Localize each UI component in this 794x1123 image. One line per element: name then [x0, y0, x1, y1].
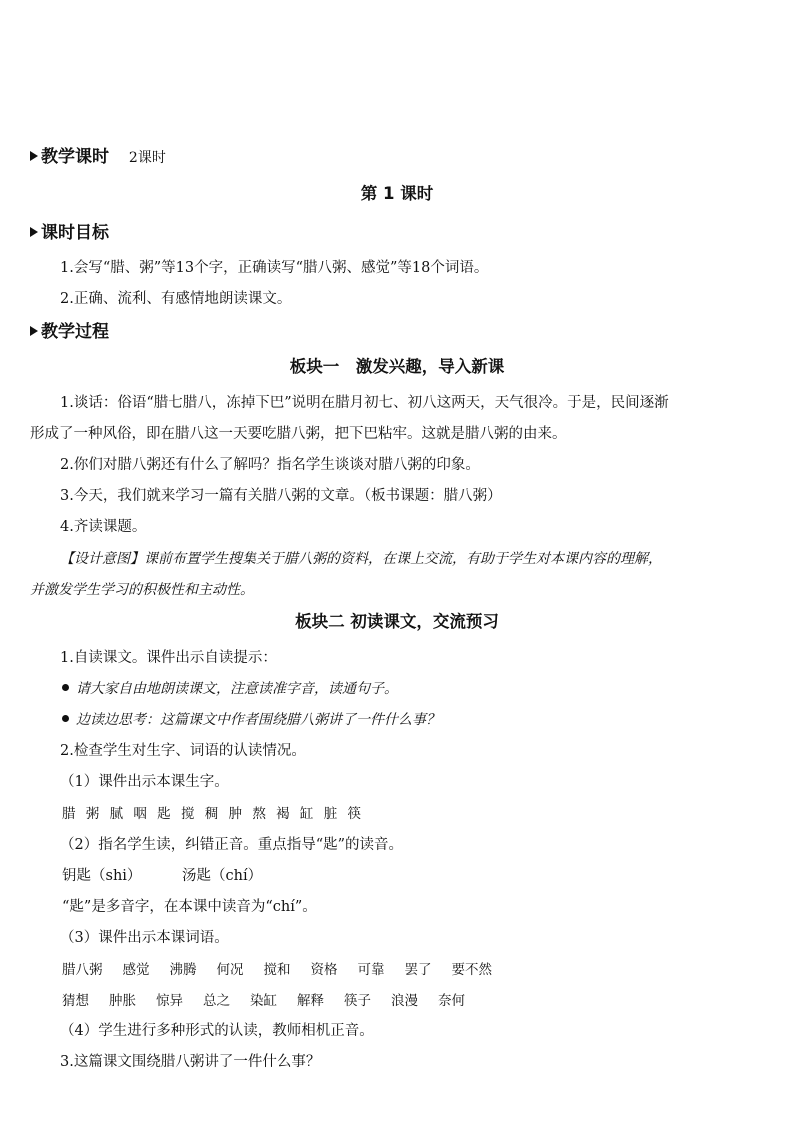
objectives-label: 课时目标 — [41, 223, 109, 243]
block1-paragraph-2: 2.你们对腊八粥还有什么了解吗？指名学生谈谈对腊八粥的印象。 — [60, 457, 480, 473]
word-item: 筷子 — [344, 993, 371, 1009]
word-item: 总之 — [203, 993, 230, 1009]
block1-paragraph-3: 3.今天，我们就来学习一篇有关腊八粥的文章。（板书课题：腊八粥） — [60, 488, 502, 504]
word-item: 可靠 — [357, 962, 385, 978]
triangle-bullet-icon — [30, 326, 38, 336]
words-row-1 — [0, 960, 794, 980]
block2-step-1: （1）课件出示本课生字。 — [60, 774, 229, 790]
pronunciation-1: 钥匙（shi） — [62, 868, 142, 884]
pronunciation-2: 汤匙（chí） — [182, 868, 263, 884]
design-intent-line-2: 并激发学生学习的积极性和主动性。 — [30, 582, 254, 598]
word-item: 染缸 — [250, 993, 277, 1009]
word-item: 罢了 — [404, 962, 432, 978]
lesson-hours-label: 教学课时 — [41, 147, 109, 167]
word-item: 浪漫 — [391, 993, 418, 1009]
triangle-bullet-icon — [30, 227, 38, 237]
word-item: 解释 — [297, 993, 324, 1009]
word-item: 肿胀 — [109, 993, 136, 1009]
block2-paragraph-3: 3.这篇课文围绕腊八粥讲了一件什么事？ — [60, 1054, 321, 1070]
block1-title: 板块一 激发兴趣，导入新课 — [289, 357, 505, 376]
new-characters: 腊 粥 腻 咽 匙 搅 稠 肿 熬 褐 缸 脏 筷 — [62, 806, 364, 822]
objectives-heading — [30, 222, 109, 244]
bullet-item-2 — [0, 710, 794, 730]
word-item: 要不然 — [451, 962, 492, 978]
block1-paragraph-1b: 形成了一种风俗，即在腊八这一天要吃腊八粥，把下巴粘牢。这就是腊八粥的由来。 — [30, 426, 567, 442]
design-intent-line-1: 【设计意图】课前布置学生搜集关于腊八粥的资料，在课上交流，有助于学生对本课内容的理解， — [60, 551, 662, 567]
bullet-text-1: 请大家自由地朗读课文，注意读准字音，读通句子。 — [76, 681, 398, 697]
block2-step-4: （4）学生进行多种形式的认读，教师相机正音。 — [60, 1023, 374, 1039]
pronunciation-row — [0, 866, 794, 886]
block2-title: 板块二 初读课文，交流预习 — [295, 612, 499, 631]
words-row-2 — [0, 991, 794, 1011]
process-heading — [30, 321, 109, 343]
block2-step-3: （3）课件出示本课词语。 — [60, 930, 229, 946]
bullet-item-1 — [0, 679, 794, 699]
objective-item-1: 1.会写“腊、粥”等13个字，正确读写“腊八粥、感觉”等18个词语。 — [60, 260, 489, 276]
lesson-hours-value: 2课时 — [128, 150, 166, 166]
word-item: 沸腾 — [169, 962, 197, 978]
word-item: 惊异 — [156, 993, 183, 1009]
pronunciation-note: “匙”是多音字，在本课中读音为“chí”。 — [62, 899, 317, 915]
block1-paragraph-1a: 1.谈话：俗语“腊七腊八，冻掉下巴”说明在腊月初七、初八这两天，天气很冷。于是，民间逐渐 — [60, 395, 669, 411]
period-title: 第 1 课时 — [360, 184, 434, 203]
objective-item-2: 2.正确、流利、有感情地朗读课文。 — [60, 291, 292, 307]
block2-paragraph-1: 1.自读课文。课件出示自读提示： — [60, 650, 277, 666]
process-label: 教学过程 — [41, 322, 109, 342]
word-item: 奈何 — [438, 993, 465, 1009]
triangle-bullet-icon — [30, 151, 38, 161]
word-item: 腊八粥 — [62, 962, 103, 978]
bullet-dot-icon — [62, 684, 69, 691]
bullet-dot-icon — [62, 715, 69, 722]
lesson-hours-heading — [30, 146, 166, 169]
block2-step-2: （2）指名学生读，纠错正音。重点指导“匙”的读音。 — [60, 837, 404, 853]
word-item: 资格 — [310, 962, 338, 978]
block2-paragraph-2: 2.检查学生对生字、词语的认读情况。 — [60, 743, 306, 759]
block1-paragraph-4: 4.齐读课题。 — [60, 519, 147, 535]
word-item: 感觉 — [122, 962, 150, 978]
bullet-text-2: 边读边思考：这篇课文中作者围绕腊八粥讲了一件什么事？ — [76, 712, 440, 728]
word-item: 猜想 — [62, 993, 89, 1009]
word-item: 搅和 — [263, 962, 291, 978]
word-item: 何况 — [216, 962, 244, 978]
